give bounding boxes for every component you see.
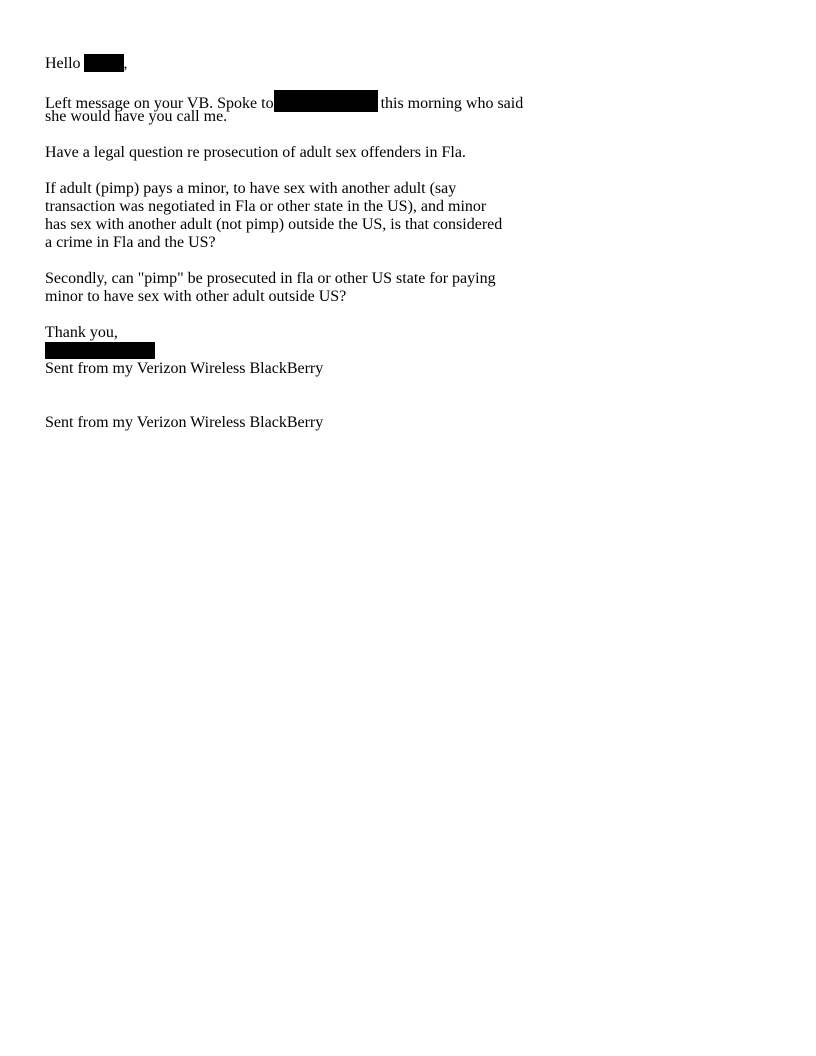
greeting-comma: , xyxy=(123,55,128,72)
signature-name-line xyxy=(45,342,765,360)
paragraph-1-line-1 xyxy=(45,90,765,112)
redacted-contact-name xyxy=(274,90,378,112)
redacted-recipient-name xyxy=(84,54,124,72)
greeting-text: Hello xyxy=(45,55,81,72)
email-signature-1: Sent from my Verizon Wireless BlackBerry xyxy=(45,360,324,377)
email-body xyxy=(45,54,765,432)
paragraph-3-line-4: a crime in Fla and the US? xyxy=(45,234,216,251)
paragraph-1-line-2: she would have you call me. xyxy=(45,108,228,125)
paragraph-3-line-1: If adult (pimp) pays a minor, to have sex with another adult (say xyxy=(45,180,457,197)
redacted-sender-name xyxy=(45,342,155,359)
greeting-line xyxy=(45,54,765,72)
closing-line: Thank you, xyxy=(45,324,118,341)
paragraph-3-line-2: transaction was negotiated in Fla or other state in the US), and minor xyxy=(45,198,487,215)
paragraph-4-line-1: Secondly, can "pimp" be prosecuted in fla or other US state for paying xyxy=(45,270,496,287)
paragraph-2: Have a legal question re prosecution of adult sex offenders in Fla. xyxy=(45,144,466,161)
email-signature-2: Sent from my Verizon Wireless BlackBerry xyxy=(45,414,324,431)
paragraph-4-line-2: minor to have sex with other adult outside US? xyxy=(45,288,347,305)
paragraph-3-line-3: has sex with another adult (not pimp) outside the US, is that considered xyxy=(45,216,503,233)
paragraph-1-text-after: this morning who said xyxy=(380,95,524,112)
paragraph-1-text-before: Left message on your VB. Spoke to xyxy=(45,95,274,112)
